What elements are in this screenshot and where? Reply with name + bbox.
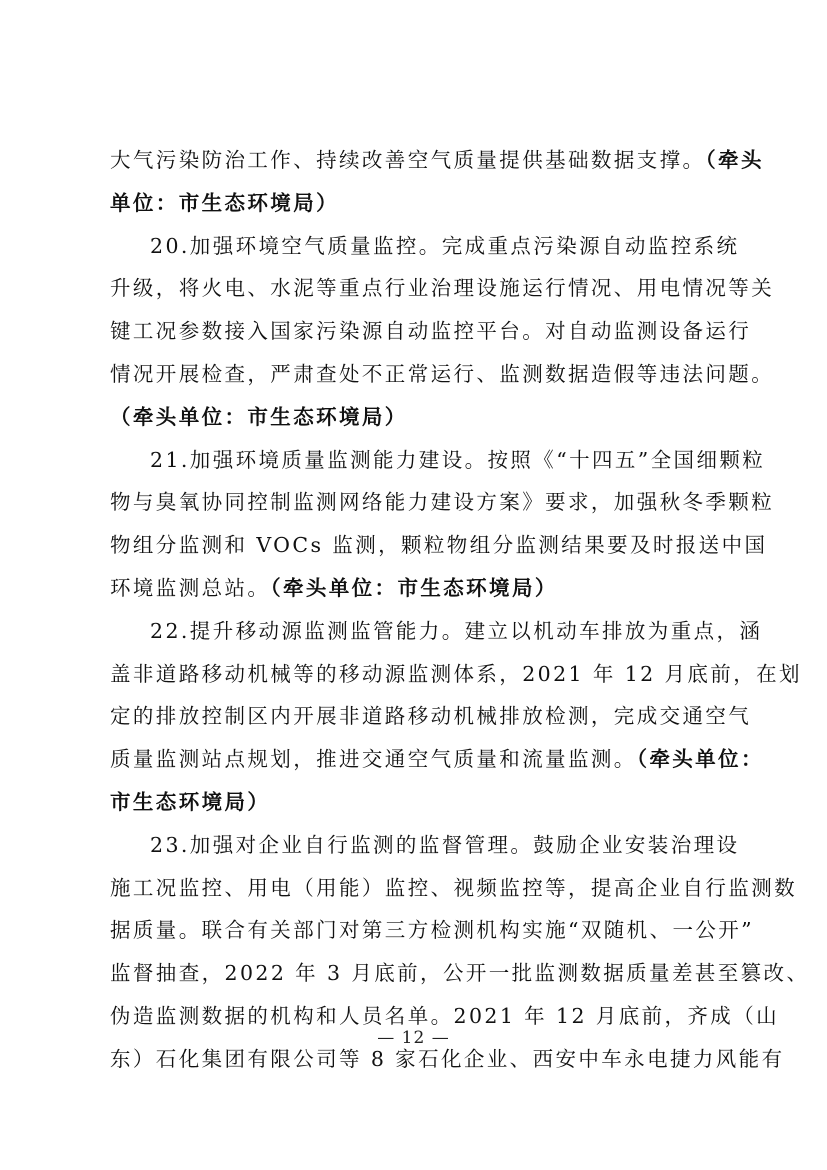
text-line	[110, 353, 775, 396]
line-body: 23.加强对企业自行监测的监督管理。鼓励企业安装治理设	[150, 832, 740, 857]
line-body: 监督抽查，2022 年 3 月底前，公开一批监测数据质量差甚至篡改、	[110, 961, 810, 986]
line-body: 定的排放控制区内开展非道路移动机械排放检测，完成交通空气	[110, 704, 752, 729]
lead-unit-note: （牵头单位：	[636, 747, 764, 772]
text-line	[110, 139, 764, 182]
line-body: 据质量。联合有关部门对第三方检测机构实施“双随机、一公开”	[110, 918, 755, 943]
page-number: — 12 —	[377, 1028, 450, 1048]
text-line	[110, 952, 810, 995]
text-line	[110, 653, 802, 696]
text-line	[110, 909, 755, 952]
lead-unit-note: （牵头单位：市生态环境局）	[110, 404, 408, 429]
lead-unit-note: 市生态环境局）	[110, 789, 271, 814]
line-body: 施工况监控、用电（用能）监控、视频监控等，提高企业自行监测数	[110, 875, 797, 900]
line-body: 物组分监测和 VOCs 监测，颗粒物组分监测结果要及时报送中国	[110, 533, 768, 558]
text-line	[110, 439, 766, 482]
text-line	[110, 567, 720, 610]
text-line	[110, 695, 752, 738]
text-line	[110, 396, 720, 439]
line-body: 物与臭氧协同控制监测网络能力建设方案》要求，加强秋冬季颗粒	[110, 490, 775, 515]
text-line	[110, 867, 797, 910]
text-line	[110, 310, 752, 353]
text-line	[110, 738, 764, 781]
lead-unit-note: （牵头单位：市生态环境局）	[270, 575, 558, 600]
line-body: 21.加强环境质量监测能力建设。按照《“十四五”全国细颗粒	[150, 447, 766, 472]
line-body: 质量监测站点规划，推进交通空气质量和流量监测。	[110, 747, 637, 772]
line-body: 盖非道路移动机械等的移动源监测体系，2021 年 12 月底前，在划	[110, 661, 802, 686]
lead-unit-note: （牵头	[705, 148, 764, 172]
lead-unit-note: 单位：市生态环境局）	[110, 190, 339, 215]
text-line	[110, 781, 720, 824]
text-line	[110, 524, 768, 567]
line-body: 环境监测总站。	[110, 575, 271, 600]
line-body: 情况开展检查，严肃查处不正常运行、监测数据造假等违法问题。	[110, 361, 775, 386]
text-line	[110, 824, 740, 867]
line-body: 伪造监测数据的机构和人员名单。2021 年 12 月底前，齐成（山	[110, 1003, 780, 1028]
line-body: 大气污染防治工作、持续改善空气质量提供基础数据支撑。	[110, 148, 706, 172]
line-body: 东）石化集团有限公司等 8 家石化企业、西安中车永电捷力风能有	[110, 1046, 785, 1071]
text-line	[110, 225, 740, 268]
line-body: 22.提升移动源监测监管能力。建立以机动车排放为重点，涵	[150, 618, 763, 643]
line-body: 键工况参数接入国家污染源自动监控平台。对自动监测设备运行	[110, 319, 752, 344]
document-page	[110, 139, 810, 1081]
text-line	[110, 267, 775, 310]
line-body: 升级，将火电、水泥等重点行业治理设施运行情况、用电情况等关	[110, 276, 775, 301]
text-line	[110, 481, 775, 524]
text-line	[110, 610, 763, 653]
text-line	[110, 182, 720, 225]
line-body: 20.加强环境空气质量监控。完成重点污染源自动监控系统	[150, 233, 740, 258]
